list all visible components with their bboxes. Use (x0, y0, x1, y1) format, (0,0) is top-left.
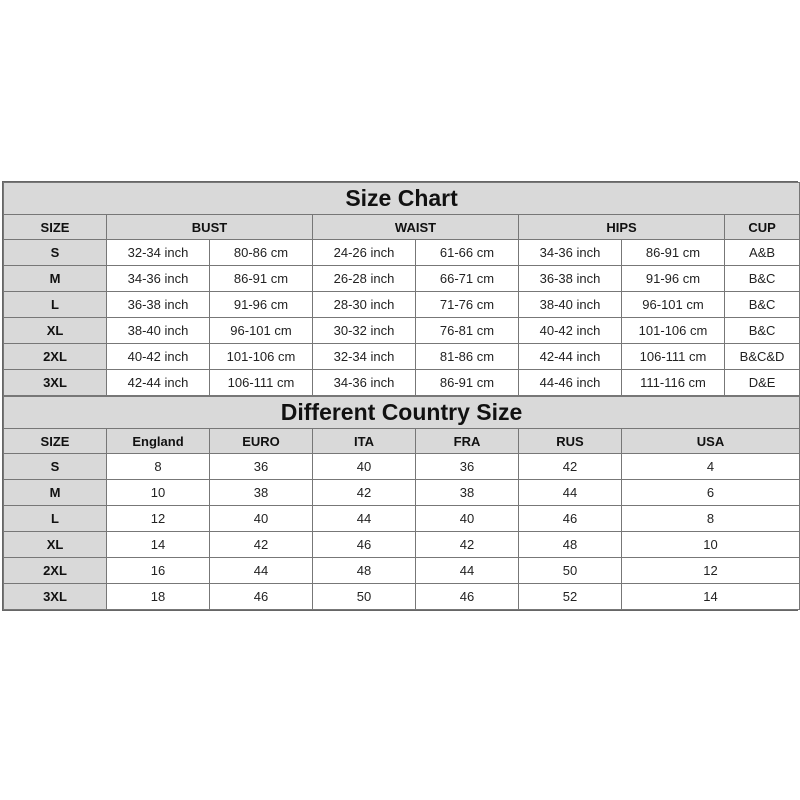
bust-cm: 86-91 cm (210, 266, 313, 292)
usa-size: 4 (622, 454, 800, 480)
rus-size: 42 (519, 454, 622, 480)
cup: B&C&D (725, 344, 800, 370)
bust-inch: 40-42 inch (107, 344, 210, 370)
table-row (4, 454, 800, 480)
fra-size: 40 (416, 506, 519, 532)
waist-cm: 86-91 cm (416, 370, 519, 396)
rus-size: 48 (519, 532, 622, 558)
country-chart-title: Different Country Size (4, 397, 800, 429)
hips-cm: 91-96 cm (622, 266, 725, 292)
header-fra: FRA (416, 429, 519, 454)
bust-cm: 106-111 cm (210, 370, 313, 396)
rus-size: 44 (519, 480, 622, 506)
header-size: SIZE (4, 215, 107, 240)
size-label: L (4, 506, 107, 532)
table-row (4, 480, 800, 506)
size-label: 2XL (4, 558, 107, 584)
england-size: 8 (107, 454, 210, 480)
header-england: England (107, 429, 210, 454)
header-bust: BUST (107, 215, 313, 240)
hips-inch: 36-38 inch (519, 266, 622, 292)
header-usa: USA (622, 429, 800, 454)
size-label: S (4, 240, 107, 266)
waist-cm: 66-71 cm (416, 266, 519, 292)
hips-inch: 38-40 inch (519, 292, 622, 318)
cup: B&C (725, 318, 800, 344)
fra-size: 44 (416, 558, 519, 584)
table-row (4, 344, 800, 370)
header-euro: EURO (210, 429, 313, 454)
table-row (4, 292, 800, 318)
hips-inch: 34-36 inch (519, 240, 622, 266)
euro-size: 36 (210, 454, 313, 480)
bust-inch: 38-40 inch (107, 318, 210, 344)
hips-inch: 44-46 inch (519, 370, 622, 396)
fra-size: 38 (416, 480, 519, 506)
waist-cm: 76-81 cm (416, 318, 519, 344)
cup: B&C (725, 292, 800, 318)
table-row (4, 532, 800, 558)
table-row (4, 240, 800, 266)
size-chart-container (2, 181, 798, 611)
bust-inch: 36-38 inch (107, 292, 210, 318)
ita-size: 50 (313, 584, 416, 610)
table-row (4, 558, 800, 584)
hips-inch: 40-42 inch (519, 318, 622, 344)
hips-inch: 42-44 inch (519, 344, 622, 370)
rus-size: 50 (519, 558, 622, 584)
header-rus: RUS (519, 429, 622, 454)
euro-size: 44 (210, 558, 313, 584)
header-cup: CUP (725, 215, 800, 240)
size-label: XL (4, 318, 107, 344)
waist-inch: 32-34 inch (313, 344, 416, 370)
waist-inch: 28-30 inch (313, 292, 416, 318)
header-hips: HIPS (519, 215, 725, 240)
england-size: 18 (107, 584, 210, 610)
table-row (4, 584, 800, 610)
header-ita: ITA (313, 429, 416, 454)
usa-size: 12 (622, 558, 800, 584)
england-size: 10 (107, 480, 210, 506)
england-size: 14 (107, 532, 210, 558)
euro-size: 40 (210, 506, 313, 532)
size-label: 3XL (4, 370, 107, 396)
ita-size: 40 (313, 454, 416, 480)
size-chart-header-row (4, 215, 800, 240)
cup: A&B (725, 240, 800, 266)
usa-size: 14 (622, 584, 800, 610)
bust-inch: 34-36 inch (107, 266, 210, 292)
bust-cm: 80-86 cm (210, 240, 313, 266)
ita-size: 42 (313, 480, 416, 506)
hips-cm: 96-101 cm (622, 292, 725, 318)
table-row (4, 370, 800, 396)
country-size-table (3, 396, 800, 610)
ita-size: 46 (313, 532, 416, 558)
table-row (4, 506, 800, 532)
table-row (4, 318, 800, 344)
fra-size: 46 (416, 584, 519, 610)
bust-inch: 42-44 inch (107, 370, 210, 396)
cup: B&C (725, 266, 800, 292)
size-label: M (4, 480, 107, 506)
hips-cm: 106-111 cm (622, 344, 725, 370)
fra-size: 36 (416, 454, 519, 480)
size-table (3, 182, 800, 396)
usa-size: 6 (622, 480, 800, 506)
ita-size: 48 (313, 558, 416, 584)
waist-cm: 71-76 cm (416, 292, 519, 318)
hips-cm: 86-91 cm (622, 240, 725, 266)
size-label: XL (4, 532, 107, 558)
country-chart-header-row (4, 429, 800, 454)
bust-inch: 32-34 inch (107, 240, 210, 266)
cup: D&E (725, 370, 800, 396)
table-row (4, 266, 800, 292)
usa-size: 10 (622, 532, 800, 558)
waist-inch: 26-28 inch (313, 266, 416, 292)
size-chart-title: Size Chart (4, 183, 800, 215)
bust-cm: 101-106 cm (210, 344, 313, 370)
waist-inch: 24-26 inch (313, 240, 416, 266)
hips-cm: 101-106 cm (622, 318, 725, 344)
size-label: L (4, 292, 107, 318)
fra-size: 42 (416, 532, 519, 558)
bust-cm: 91-96 cm (210, 292, 313, 318)
euro-size: 46 (210, 584, 313, 610)
rus-size: 52 (519, 584, 622, 610)
england-size: 16 (107, 558, 210, 584)
ita-size: 44 (313, 506, 416, 532)
waist-inch: 30-32 inch (313, 318, 416, 344)
header-size: SIZE (4, 429, 107, 454)
euro-size: 38 (210, 480, 313, 506)
euro-size: 42 (210, 532, 313, 558)
rus-size: 46 (519, 506, 622, 532)
waist-inch: 34-36 inch (313, 370, 416, 396)
england-size: 12 (107, 506, 210, 532)
bust-cm: 96-101 cm (210, 318, 313, 344)
hips-cm: 111-116 cm (622, 370, 725, 396)
size-label: S (4, 454, 107, 480)
waist-cm: 81-86 cm (416, 344, 519, 370)
size-label: M (4, 266, 107, 292)
size-label: 2XL (4, 344, 107, 370)
usa-size: 8 (622, 506, 800, 532)
waist-cm: 61-66 cm (416, 240, 519, 266)
size-label: 3XL (4, 584, 107, 610)
header-waist: WAIST (313, 215, 519, 240)
